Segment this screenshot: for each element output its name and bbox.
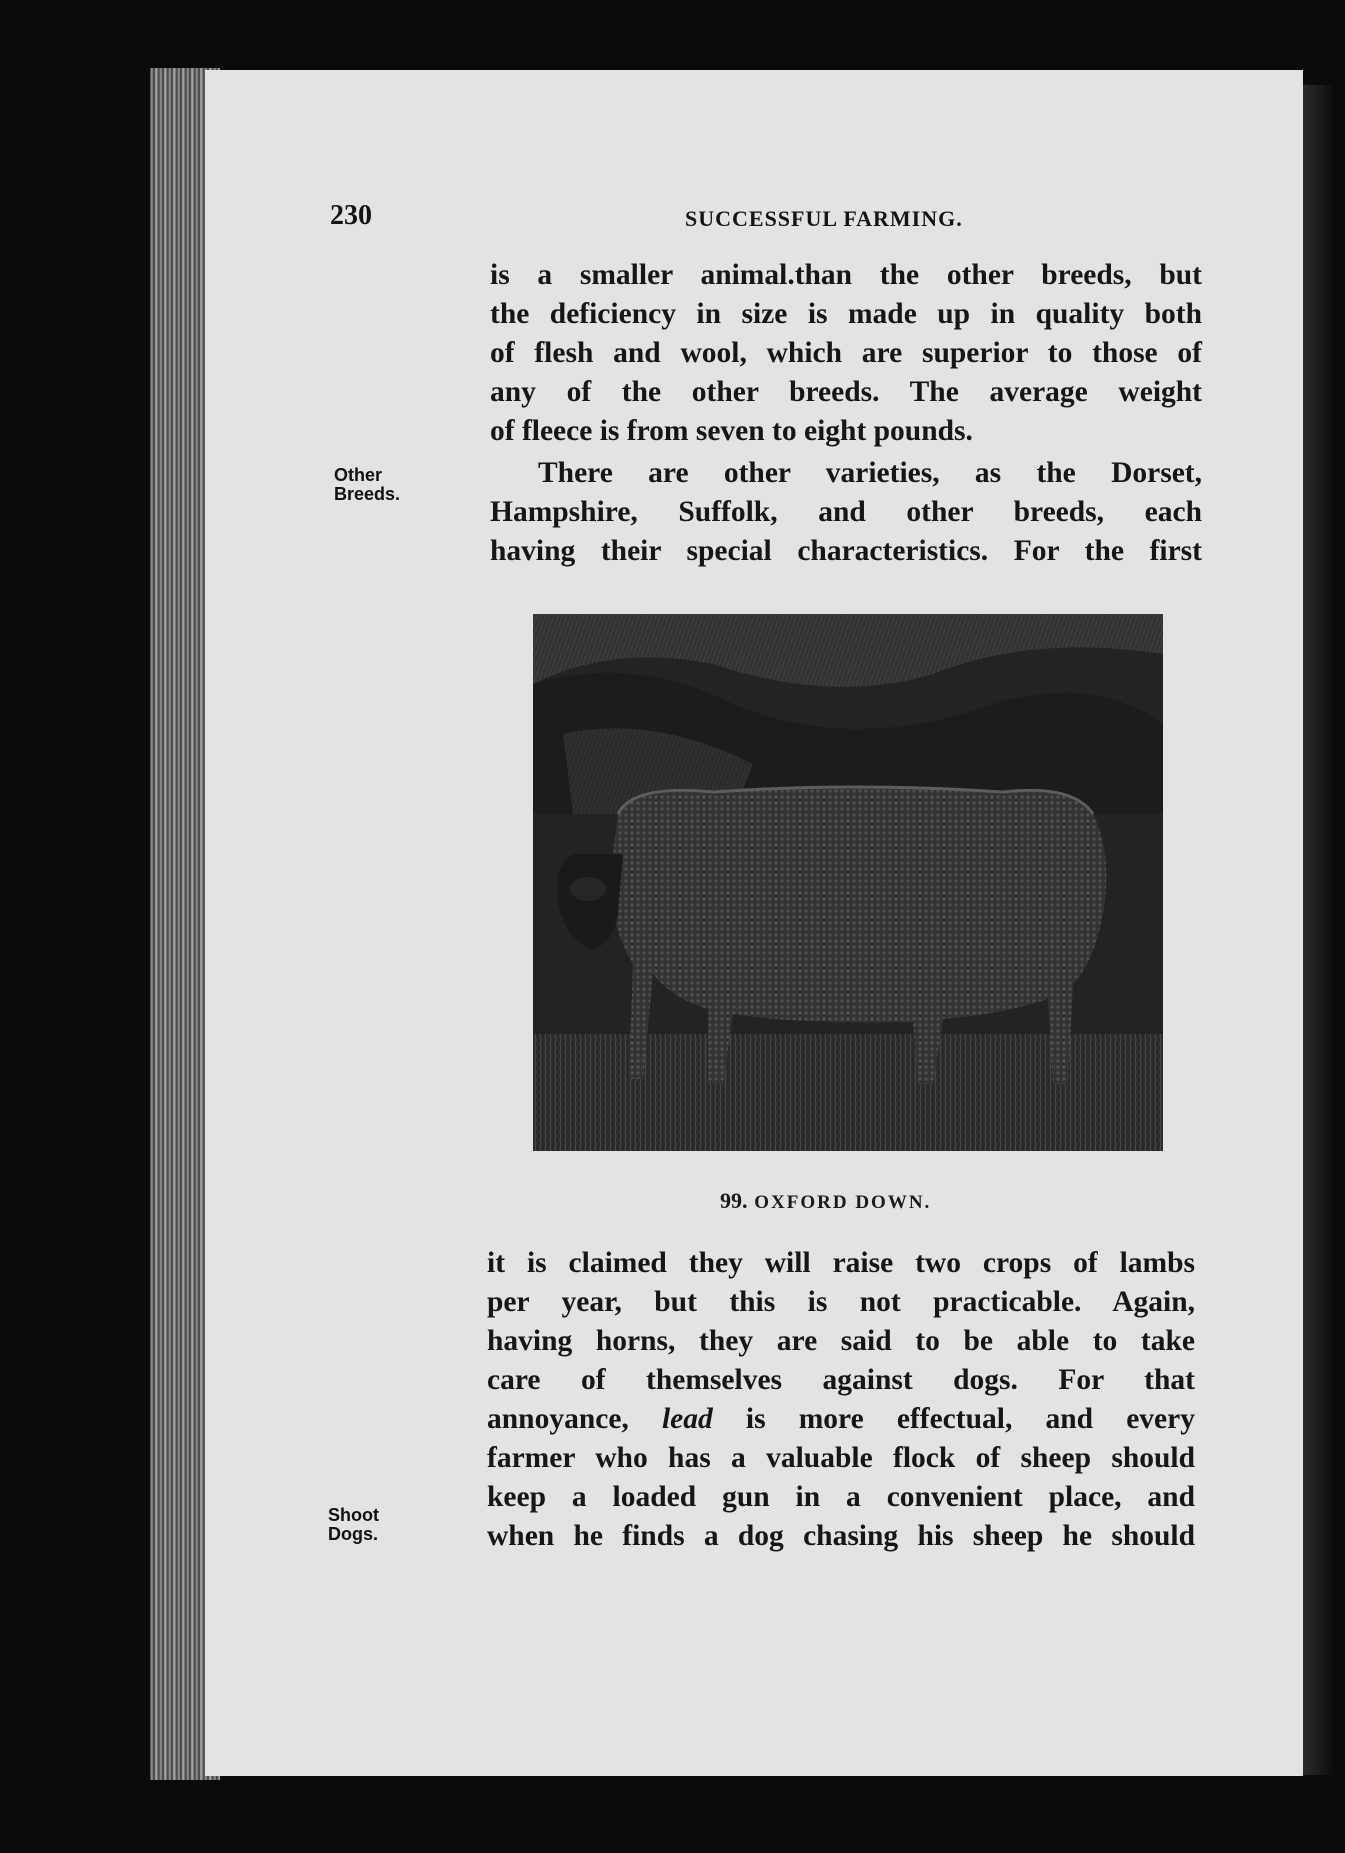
text-line: having their special characteristics. For the first (490, 535, 1202, 567)
text-line (487, 1400, 1195, 1439)
sidenote-shoot-dogs (328, 1506, 379, 1544)
paragraph-other-breeds (490, 454, 1202, 571)
text-line: per year, but this is not practicable. Again, (487, 1286, 1195, 1318)
text-line: is a smaller animal.than the other breeds, but (490, 259, 1202, 291)
page-header (330, 200, 1230, 240)
sidenote-line: Shoot (328, 1505, 379, 1525)
sheep-engraving (533, 614, 1163, 1151)
text-line: of fleece is from seven to eight pounds. (490, 415, 973, 447)
sidenote-other-breeds (334, 466, 400, 504)
text-line: Hampshire, Suffolk, and other breeds, each (490, 496, 1202, 528)
sidenote-line: Breeds. (334, 484, 401, 504)
text-line: care of themselves against dogs. For that (487, 1364, 1195, 1396)
text-line: the deficiency in size is made up in quality both (490, 298, 1202, 330)
figure-caption (720, 1188, 931, 1214)
text-line: of flesh and wool, which are superior to those of (490, 337, 1202, 369)
text-line: when he finds a dog chasing his sheep he should (487, 1520, 1195, 1552)
text-run: annoyance, (487, 1403, 662, 1435)
sidenote-line: Other (334, 465, 383, 485)
text-line: having horns, they are said to be able to take (487, 1325, 1195, 1357)
page-number: 230 (330, 200, 372, 231)
sidenote-line: Dogs. (328, 1524, 379, 1544)
caption-text: OXFORD DOWN. (754, 1192, 932, 1213)
text-line: any of the other breeds. The average weight (490, 376, 1202, 408)
paragraph-continued (490, 256, 1202, 451)
oxford-down-sheep-illustration (533, 614, 1163, 1151)
book-gutter (1303, 85, 1333, 1775)
emphasis-lead: lead (661, 1403, 713, 1435)
caption-number: 99. (720, 1188, 748, 1213)
text-line: farmer who has a valuable flock of sheep should (487, 1442, 1195, 1474)
text-line: keep a loaded gun in a convenient place, and (487, 1481, 1195, 1513)
running-head: SUCCESSFUL FARMING. (685, 206, 963, 231)
text-line: There are other varieties, as the Dorset, (538, 457, 1202, 489)
text-line: it is claimed they will raise two crops of lambs (487, 1247, 1195, 1279)
text-run: is more effectual, and every (712, 1403, 1195, 1435)
paragraph-shoot-dogs (487, 1244, 1195, 1556)
